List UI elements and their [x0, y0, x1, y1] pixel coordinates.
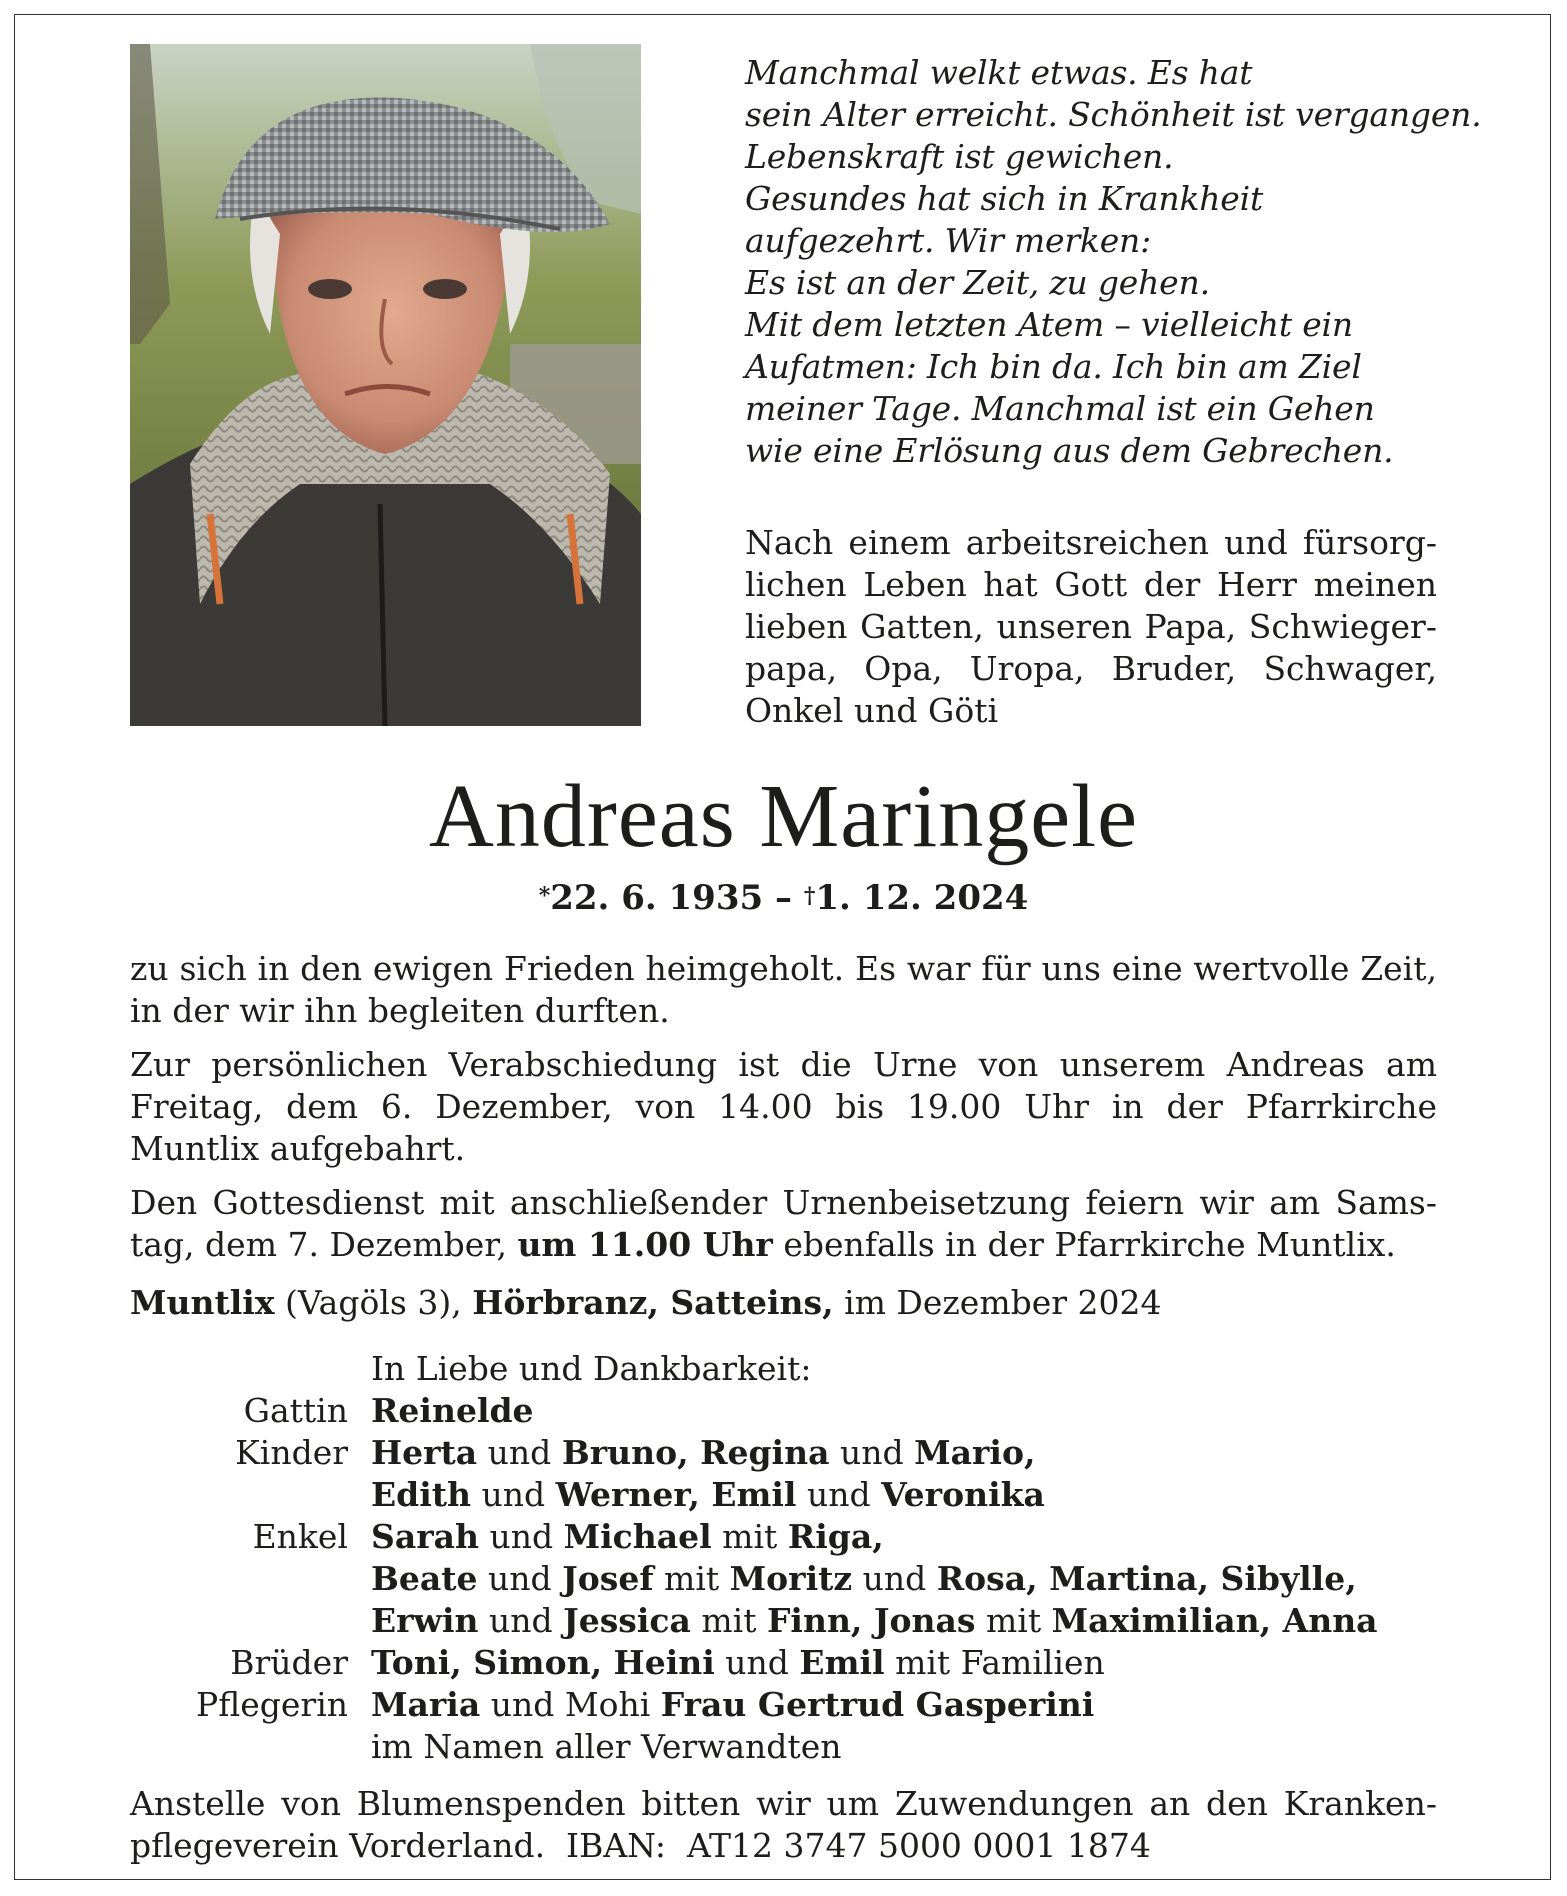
connector: und: [796, 1475, 882, 1514]
survivors-closing: im Namen aller Verwandten: [371, 1727, 842, 1766]
survivor-name: Erwin: [371, 1601, 479, 1640]
survivor-name: Maximilian, Anna: [1051, 1601, 1378, 1640]
survivor-row-enkel-2: [130, 1558, 1450, 1600]
text-part: ebenfalls in der Pfarrkirche Muntlix.: [772, 1225, 1396, 1264]
connector: und: [714, 1643, 800, 1682]
survivor-name: Riga,: [787, 1517, 884, 1556]
connector: und: [852, 1559, 937, 1598]
poem-line: aufgezehrt. Wir merken:: [745, 221, 1152, 260]
intro-line: Onkel und Göti: [745, 691, 999, 730]
survivor-name: Frau Gertrud Gasperini: [660, 1685, 1095, 1724]
portrait-image: [130, 44, 641, 726]
survivor-row-brueder: [130, 1642, 1450, 1684]
survivor-row-gattin: [130, 1390, 1450, 1432]
survivor-row-enkel-3: [130, 1600, 1450, 1642]
survivor-name: Mario,: [914, 1433, 1036, 1472]
life-dates: [0, 876, 1567, 920]
place-muntlix: Muntlix: [130, 1283, 275, 1322]
paragraph-line: Zur persönlichen Verabschiedung ist die Urne von unserem Andreas am: [130, 1045, 1437, 1084]
poem-line: wie eine Erlösung aus dem Gebrechen.: [745, 431, 1394, 470]
paragraph-line: Freitag, dem 6. Dezember, von 14.00 bis 19.00 Uhr in der Pfarrkirche: [130, 1087, 1437, 1126]
connector: und: [477, 1433, 562, 1472]
paragraph-line: Muntlix aufgebahrt.: [130, 1129, 466, 1168]
survivor-name: Edith: [371, 1475, 471, 1514]
survivor-name: Maria: [371, 1685, 481, 1724]
intro-line: Nach einem arbeitsreichen und fürsorg-: [745, 523, 1437, 562]
paragraph-line: Den Gottesdienst mit anschließender Urnenbeisetzung feiern wir am Sams-: [130, 1183, 1437, 1222]
poem-line: Aufatmen: Ich bin da. Ich bin am Ziel: [745, 347, 1362, 386]
survivor-name: Veronika: [881, 1475, 1045, 1514]
deceased-name: Andreas Maringele: [428, 767, 1139, 866]
intro-line: lichen Leben hat Gott der Herr meinen: [745, 565, 1437, 604]
survivor-name: Josef: [562, 1559, 654, 1598]
address: (Vagöls 3),: [274, 1283, 473, 1322]
service-time: um 11.00 Uhr: [517, 1225, 773, 1264]
paragraph-line: zu sich in den ewigen Frieden heimgeholt. Es war für uns eine wertvolle Zeit,: [130, 949, 1437, 988]
intro-text: [745, 522, 1437, 732]
survivor-row-pflegerin: [130, 1684, 1450, 1726]
survivor-name: Moritz: [729, 1559, 853, 1598]
donation-note: [130, 1783, 1437, 1867]
paragraph-line: [130, 1224, 1437, 1266]
paragraph-heimgeholt: [130, 948, 1437, 1032]
survivor-name: Emil: [799, 1643, 885, 1682]
survivor-name: Reinelde: [371, 1391, 534, 1430]
survivor-row-kinder-2: [130, 1474, 1450, 1516]
text-part: tag, dem 7. Dezember,: [130, 1225, 518, 1264]
role-label: Enkel: [252, 1517, 348, 1556]
survivor-name: Toni, Simon, Heini: [371, 1643, 715, 1682]
role-label: Pflegerin: [196, 1685, 348, 1724]
survivor-name: Herta: [371, 1433, 478, 1472]
poem-line: Gesundes hat sich in Krankheit: [745, 179, 1264, 218]
poem-line: sein Alter erreicht. Schönheit ist vergangen.: [745, 95, 1482, 134]
connector: mit: [653, 1559, 730, 1598]
survivor-name: Sarah: [371, 1517, 479, 1556]
survivor-name: Bruno, Regina: [561, 1433, 830, 1472]
survivor-row-enkel: [130, 1516, 1450, 1558]
birth-date: 22. 6. 1935: [550, 878, 764, 918]
connector: und: [471, 1475, 556, 1514]
connector: mit Familien: [884, 1643, 1105, 1682]
survivors-list: [130, 1348, 1450, 1768]
footer-line: Anstelle von Blumenspenden bitten wir um Zuwendungen an den Kranken-: [130, 1784, 1437, 1823]
survivor-row-kinder: [130, 1432, 1450, 1474]
connector: mit: [690, 1601, 767, 1640]
footer-line: pflegeverein Vorderland. IBAN: AT12 3747 5000 0001 1874: [130, 1826, 1151, 1865]
paragraph-line: in der wir ihn begleiten durften.: [130, 991, 670, 1030]
birth-symbol: *: [538, 883, 551, 909]
survivor-name: Werner, Emil: [555, 1475, 797, 1514]
role-label: Gattin: [243, 1391, 348, 1430]
connector: und: [478, 1601, 564, 1640]
poem: [745, 52, 1525, 472]
poem-line: meiner Tage. Manchmal ist ein Gehen: [745, 389, 1375, 428]
connector: und: [477, 1559, 563, 1598]
survivor-name: Michael: [563, 1517, 712, 1556]
survivor-name: Finn, Jonas: [766, 1601, 976, 1640]
survivor-name: Rosa, Martina, Sibylle,: [936, 1559, 1357, 1598]
poem-line: Es ist an der Zeit, zu gehen.: [745, 263, 1210, 302]
survivor-name: Jessica: [563, 1601, 691, 1640]
connector: und: [829, 1433, 915, 1472]
connector: mit: [975, 1601, 1052, 1640]
poem-line: Lebenskraft ist gewichen.: [745, 137, 1174, 176]
death-symbol: †: [803, 883, 816, 909]
paragraph-gottesdienst: [130, 1182, 1437, 1266]
connector: mit: [711, 1517, 788, 1556]
poem-line: Mit dem letzten Atem – vielleicht ein: [745, 305, 1353, 344]
survivors-heading: In Liebe und Dankbarkeit:: [371, 1349, 812, 1388]
portrait-photo: [130, 44, 641, 726]
month-year: im Dezember 2024: [833, 1283, 1162, 1322]
connector: und: [478, 1517, 564, 1556]
intro-line: papa, Opa, Uropa, Bruder, Schwager,: [745, 649, 1437, 688]
connector: und Mohi: [480, 1685, 661, 1724]
death-date: 1. 12. 2024: [815, 878, 1029, 918]
date-separator: –: [763, 878, 804, 918]
place-date-line: [130, 1282, 1437, 1324]
places: Hörbranz, Satteins,: [472, 1283, 834, 1322]
intro-line: lieben Gatten, unseren Papa, Schwieger-: [745, 607, 1437, 646]
paragraph-verabschiedung: [130, 1044, 1437, 1170]
survivor-name: Beate: [371, 1559, 478, 1598]
poem-line: Manchmal welkt etwas. Es hat: [745, 53, 1253, 92]
role-label: Kinder: [235, 1433, 348, 1472]
role-label: Brüder: [230, 1643, 348, 1682]
